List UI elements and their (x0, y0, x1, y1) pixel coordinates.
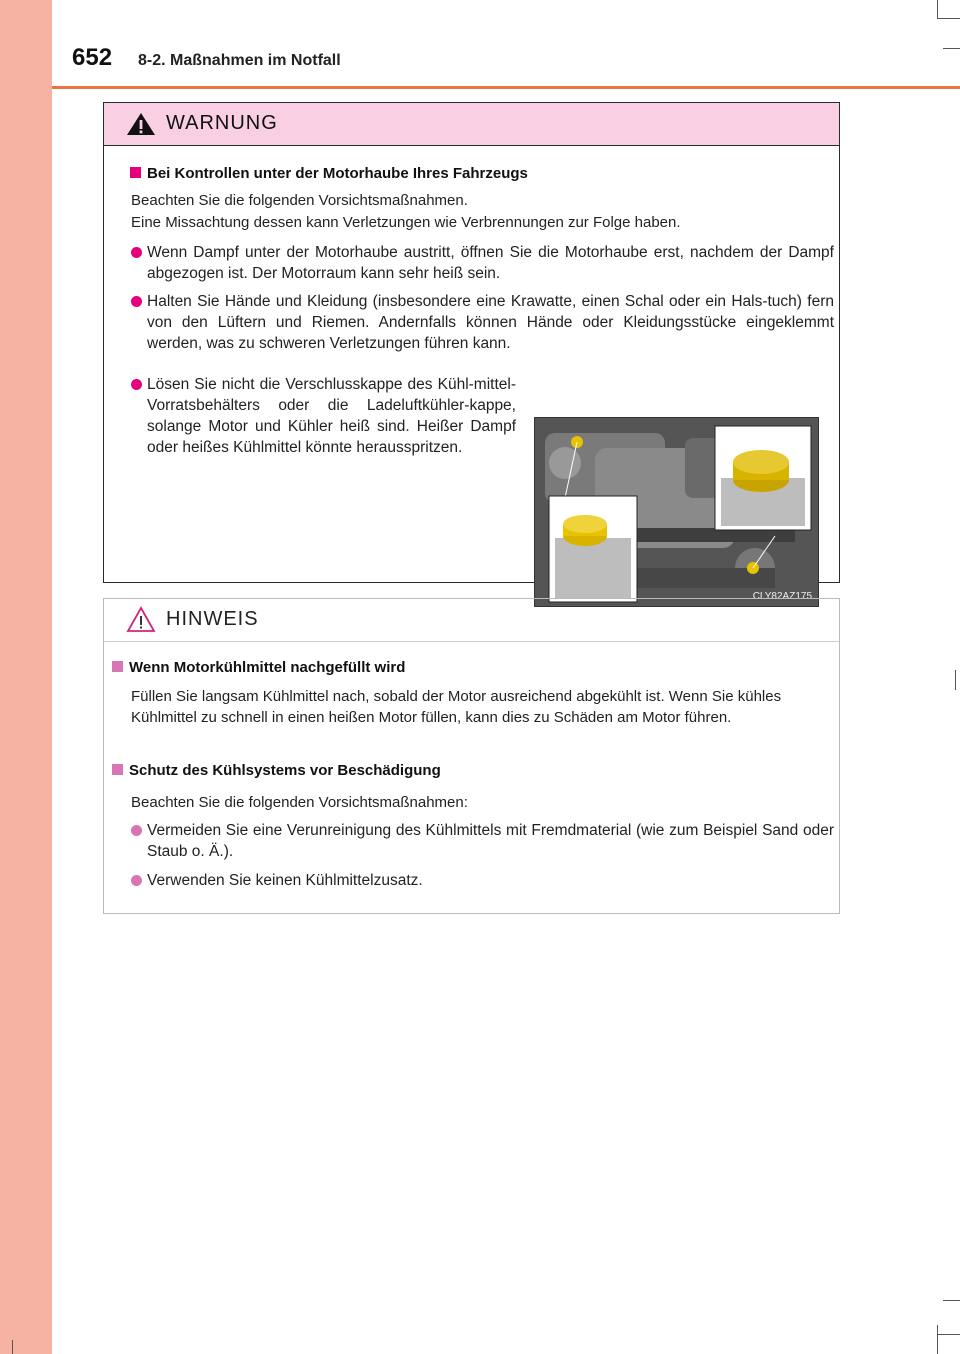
warning-title: WARNUNG (166, 112, 278, 134)
warning-intro-line1: Beachten Sie die folgenden Vorsichtsmaßnahmen. (131, 192, 468, 209)
crop-mark (943, 1300, 960, 1301)
round-bullet-icon (131, 247, 142, 258)
notice-header (104, 599, 839, 642)
warning-triangle-icon (126, 112, 156, 136)
crop-mark (937, 1334, 960, 1335)
notice-bullet: Verwenden Sie keinen Kühlmittelzusatz. (131, 870, 834, 891)
warning-bullet: Wenn Dampf unter der Motorhaube austritt, öffnen Sie die Motorhaube erst, nachdem der Dampf abgezogen ist. Der Motorraum kann sehr heiß sein. (131, 242, 834, 284)
crop-mark (955, 670, 956, 690)
header-rule (52, 86, 960, 89)
side-color-band (0, 0, 52, 1354)
round-bullet-icon (131, 379, 142, 390)
warning-intro-line2: Eine Missachtung dessen kann Verletzungen wie Verbrennungen zur Folge haben. (131, 214, 681, 231)
caution-triangle-icon (126, 606, 156, 633)
square-bullet-icon (112, 661, 123, 672)
engine-bay-illustration (534, 417, 819, 607)
page-number: 652 (72, 44, 113, 71)
square-bullet-icon (130, 167, 141, 178)
warning-bullet: Lösen Sie nicht die Verschlusskappe des Kühl-mittel-Vorratsbehälters oder die Ladeluftkühler-kappe, solange Motor und Kühler heiß sind. Heißer Dampf oder heißes Kühlmittel könnte herausspritzen. (131, 374, 516, 458)
notice-section-heading: Schutz des Kühlsystems vor Beschädigung (112, 762, 441, 779)
crop-mark (937, 1325, 938, 1354)
warning-bullet: Halten Sie Hände und Kleidung (insbesondere eine Krawatte, einen Schal oder ein Hals-tuch) fern von den Lüftern und Riemen. Andernfalls können Hände oder Kleidungsstücke eingeklemmt werden, was zu schweren Verletzungen führen kann. (131, 291, 834, 354)
notice-box (103, 598, 840, 914)
round-bullet-icon (131, 825, 142, 836)
engine-illustration-graphic (535, 418, 818, 606)
round-bullet-icon (131, 875, 142, 886)
crop-mark (12, 1340, 13, 1354)
notice-section-text: Beachten Sie die folgenden Vorsichtsmaßnahmen: (131, 794, 468, 811)
illustration-code: CLY82AZ175 (752, 591, 812, 602)
page-header (52, 0, 960, 90)
notice-section-heading: Wenn Motorkühlmittel nachgefüllt wird (112, 659, 405, 676)
round-bullet-icon (131, 296, 142, 307)
section-title: 8-2. Maßnahmen im Notfall (138, 52, 341, 69)
warning-header (104, 103, 839, 146)
warning-box (103, 102, 840, 602)
square-bullet-icon (112, 764, 123, 775)
notice-section-text: Füllen Sie langsam Kühlmittel nach, sobald der Motor ausreichend abgekühlt ist. Wenn Sie kühles Kühlmittel zu schnell in einen heißen Motor füllen, kann dies zu Schäden am Motor führen. (131, 688, 782, 726)
notice-title: HINWEIS (166, 608, 259, 630)
warning-section-heading: Bei Kontrollen unter der Motorhaube Ihres Fahrzeugs (130, 165, 528, 182)
notice-bullet: Vermeiden Sie eine Verunreinigung des Kühlmittels mit Fremdmaterial (wie zum Beispiel Sand oder Staub o. Ä.). (131, 820, 834, 862)
